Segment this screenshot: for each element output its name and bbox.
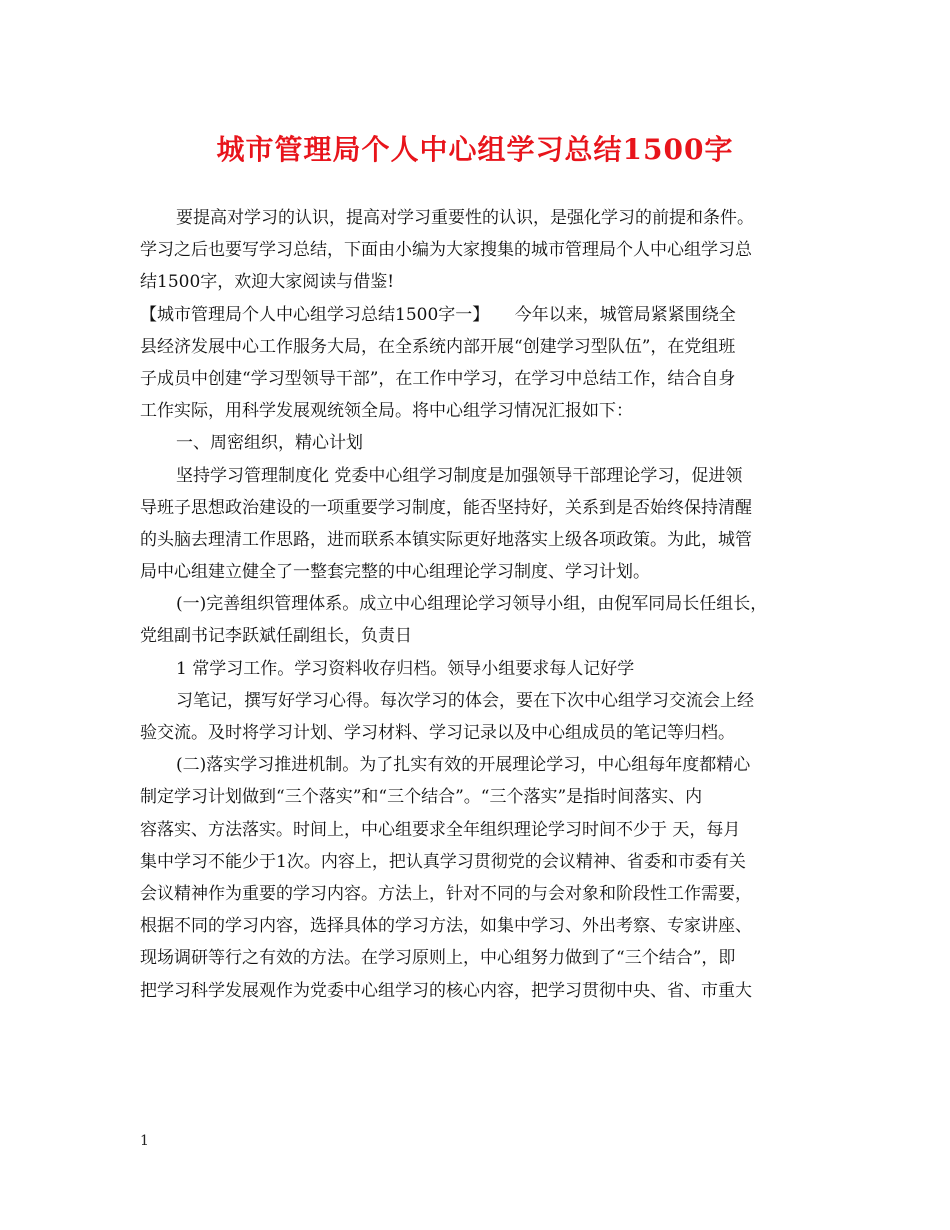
paragraph-line: 根据不同的学习内容，选择具体的学习方法，如集中学习、外出考察、专家讲座、 <box>140 916 752 937</box>
paragraph-line: (一)完善组织管理体系。成立中心组理论学习领导小组，由倪军同局长任组长， <box>176 594 768 615</box>
paragraph-line: 验交流。及时将学习计划、学习材料、学习记录以及中心组成员的笔记等归档。 <box>140 723 735 743</box>
paragraph-line: 坚持学习管理制度化 党委中心组学习制度是加强领导干部理论学习，促进领 <box>176 465 743 486</box>
page-number: 1 <box>140 1133 149 1149</box>
paragraph-line: 党组副书记李跃斌任副组长，负责日 <box>140 626 412 647</box>
paragraph-line: 局中心组建立健全了一整套完整的中心组理论学习制度、学习计划。 <box>140 562 650 583</box>
paragraph-line: (二)落实学习推进机制。为了扎实有效的开展理论学习，中心组每年度都精心 <box>176 755 751 776</box>
paragraph-line: 要提高对学习的认识，提高对学习重要性的认识，是强化学习的前提和条件。 <box>176 208 754 228</box>
paragraph-line: 会议精神作为重要的学习内容。方法上，针对不同的与会对象和阶段性工作需要， <box>140 883 752 904</box>
document-title: 城市管理局个人中心组学习总结1500字 <box>216 133 734 166</box>
paragraph-line: 结1500字，欢迎大家阅读与借鉴! <box>140 272 395 293</box>
section-heading: 一、周密组织，精心计划 <box>176 433 363 454</box>
paragraph-line: 工作实际，用科学发展观统领全局。将中心组学习情况汇报如下： <box>140 401 633 422</box>
paragraph-line: 制定学习计划做到“三个落实”和“三个结合”。“三个落实”是指时间落实、内 <box>140 787 703 808</box>
paragraph-line: 【城市管理局个人中心组学习总结1500字一】 今年以来，城管局紧紧围绕全 <box>140 304 736 325</box>
paragraph-line: 习笔记，撰写好学习心得。每次学习的体会，要在下次中心组学习交流会上经 <box>176 690 754 711</box>
paragraph-line: 现场调研等行之有效的方法。在学习原则上，中心组努力做到了“三个结合”，即 <box>140 948 736 969</box>
paragraph-line: 学习之后也要写学习总结，下面由小编为大家搜集的城市管理局个人中心组学习总 <box>140 240 752 261</box>
paragraph-line: 1 常学习工作。学习资料收存归档。领导小组要求每人记好学 <box>176 658 635 679</box>
paragraph-line: 集中学习不能少于1次。内容上，把认真学习贯彻党的会议精神、省委和市委有关 <box>140 851 746 872</box>
document-body <box>140 202 810 1007</box>
paragraph-line: 子成员中创建“学习型领导干部”，在工作中学习，在学习中总结工作，结合自身 <box>140 368 736 389</box>
paragraph-line: 容落实、方法落实。时间上，中心组要求全年组织理论学习时间不少于 天，每月 <box>140 819 741 840</box>
paragraph-line: 把学习科学发展观作为党委中心组学习的核心内容，把学习贯彻中央、省、市重大 <box>140 980 752 1001</box>
paragraph-line: 的头脑去理清工作思路，进而联系本镇实际更好地落实上级各项政策。为此，城管 <box>140 529 752 550</box>
paragraph-line: 导班子思想政治建设的一项重要学习制度，能否坚持好，关系到是否始终保持清醒 <box>140 497 752 518</box>
paragraph-line: 县经济发展中心工作服务大局，在全系统内部开展“创建学习型队伍”，在党组班 <box>140 336 736 357</box>
